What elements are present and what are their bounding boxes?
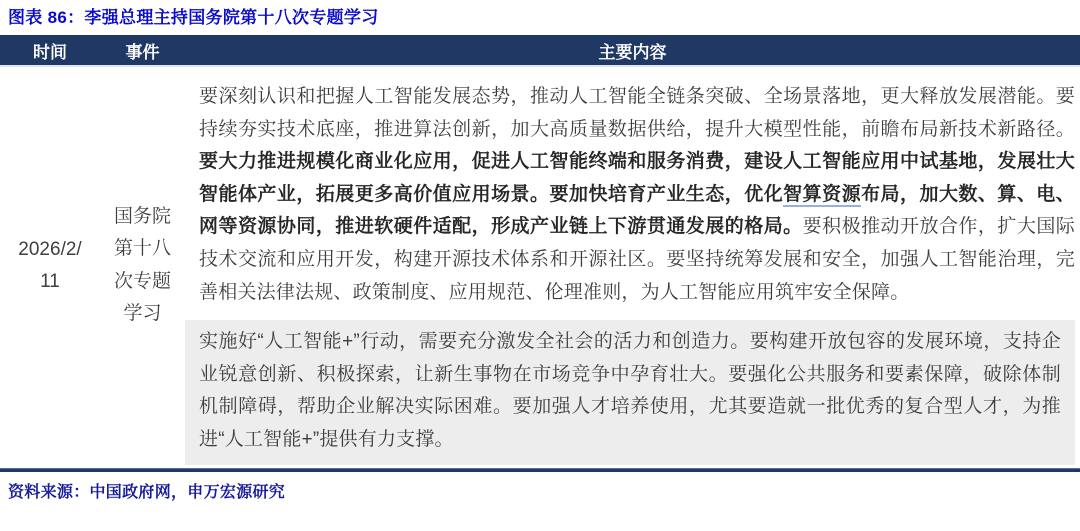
content-text-bold-2: 布局，加大数、算、电、网等资源协同，推进软硬件适配，形成产业链上下游贯通发展的格局。 xyxy=(199,183,1075,238)
content-paragraph-2 xyxy=(185,320,1075,464)
event-date: 2026/2/11 xyxy=(18,238,82,292)
cell-event xyxy=(100,67,185,465)
table-header-row xyxy=(0,35,1080,67)
content-text-normal-1: 要深刻认识和把握人工智能发展态势，推动人工智能全链条突破、全场景落地，更大释放发展潜能。要持续夯实技术底座，推进算法创新，加大高质量数据供给，提升大模型性能，前瞻布局新技术新路径。 xyxy=(199,86,1075,140)
cell-time xyxy=(0,67,100,465)
event-name: 国务院第十八次专题学习 xyxy=(113,205,171,325)
column-header-time: 时间 xyxy=(33,42,67,62)
content-text-bold-1: 要大力推进规模化商业化应用，促进人工智能终端和服务消费，建设人工智能应用中试基地，发展壮大智能体产业，拓展更多高价值应用场景。要加快培育产业生态，优化 xyxy=(199,151,1075,205)
content-paragraph-1 xyxy=(185,67,1080,320)
column-header-event: 事件 xyxy=(125,42,160,62)
figure-title: 图表 86：李强总理主持国务院第十八次专题学习 xyxy=(8,8,379,27)
content-text-normal-3: 实施好“人工智能+”行动，需要充分激发全社会的活力和创造力。要构建开放包容的发展环境，支持企业锐意创新、积极探索，让新生事物在市场竞争中孕育壮大。要强化公共服务和要素保障，破除体制机制障碍，帮助企业解决实际困难。要加强人才培养使用，尤其要造就一批优秀的复合型人才，为推进“人工智能+”提供有力支撑。 xyxy=(199,331,1061,450)
event-table xyxy=(0,35,1080,465)
source-note: 资料来源：中国政府网，申万宏源研究 xyxy=(8,483,286,501)
cell-main-content xyxy=(185,67,1080,465)
column-header-content: 主要内容 xyxy=(598,42,667,62)
content-text-normal-2: 要积极推动开放合作，扩大国际技术交流和应用开发，构建开源技术体系和开源社区。要坚持统筹发展和安全，加强人工智能治理，完善相关法律法规、政策制度、应用规范、伦理准则，为人工智能应用筑牢安全保障。 xyxy=(199,216,1075,303)
underlined-term-link[interactable]: 智算资源 xyxy=(783,183,862,205)
table-row xyxy=(0,67,1080,465)
